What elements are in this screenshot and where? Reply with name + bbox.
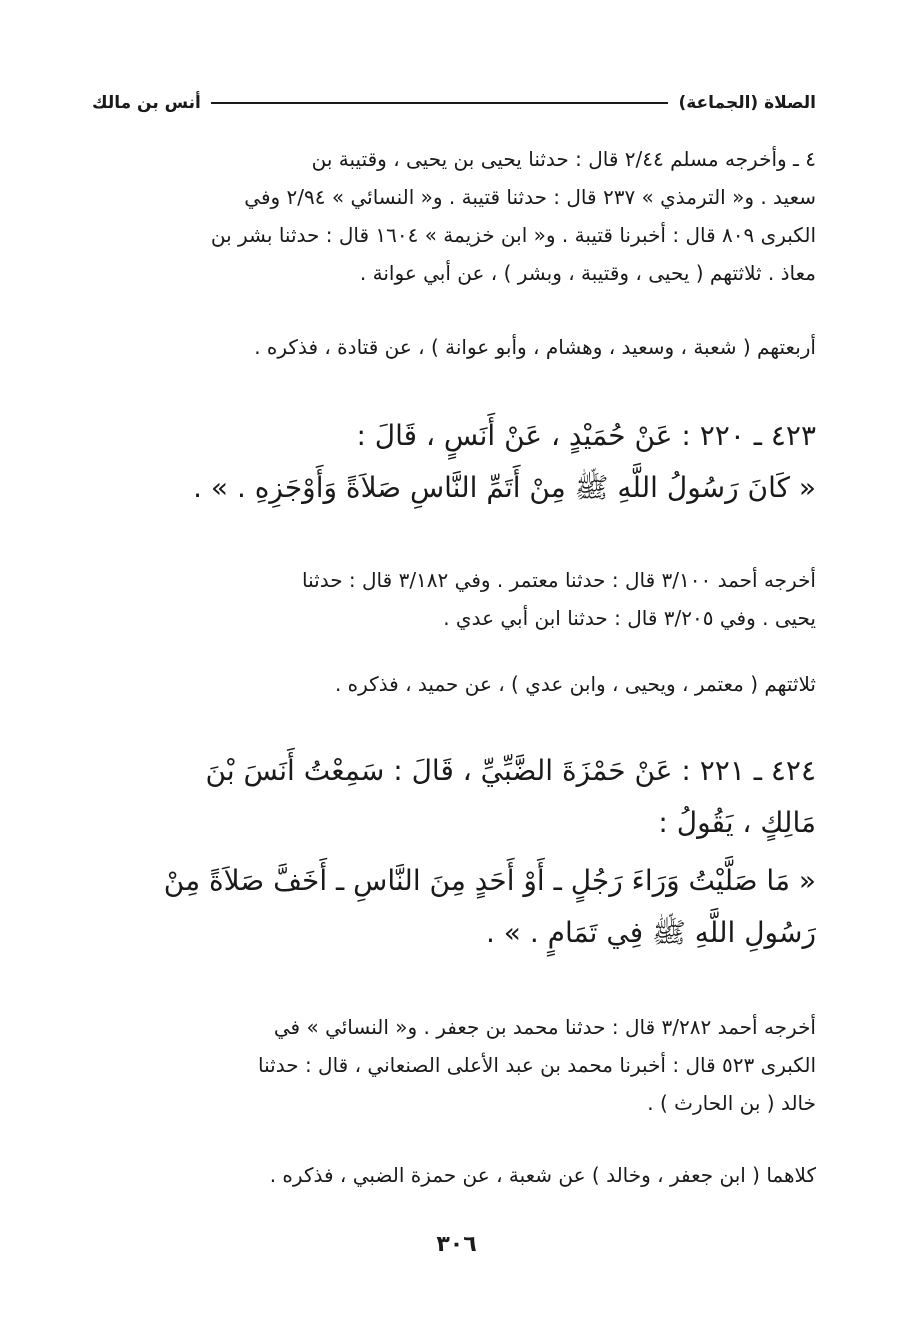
hadith-424-intro-line: مَالِكٍ ، يَقُولُ : bbox=[658, 806, 816, 839]
hadith-424-matn-line: « مَا صَلَّيْتُ وَرَاءَ رَجُلٍ ـ أَوْ أَحَدٍ مِنَ النَّاسِ ـ أَخَفَّ صَلاَةً مِنْ bbox=[163, 864, 816, 897]
running-header bbox=[92, 88, 816, 118]
hadith-424-matn-line: رَسُولِ اللَّهِ ﷺ فِي تَمَامٍ . » . bbox=[485, 916, 816, 949]
takhrij-423-line: يحيى . وفي ٣/٢٠٥ قال : حدثنا ابن أبي عدي . bbox=[443, 606, 816, 630]
summary-424-line: كلاهما ( ابن جعفر ، وخالد ) عن شعبة ، عن حمزة الضبي ، فذكره . bbox=[269, 1163, 816, 1187]
hadith-424-matn bbox=[98, 855, 816, 959]
takhrij-424-paragraph bbox=[98, 1008, 816, 1122]
note-4-line: معاذ . ثلاثتهم ( يحيى ، وقتيبة ، وبشر ) ، عن أبي عوانة . bbox=[359, 261, 816, 285]
takhrij-424-line: الكبرى ٥٢٣ قال : أخبرنا محمد بن عبد الأعلى الصنعاني ، قال : حدثنا bbox=[258, 1053, 816, 1077]
summary-423-paragraph bbox=[98, 665, 816, 703]
hadith-423-line: « كَانَ رَسُولُ اللَّهِ ﷺ مِنْ أَتَمِّ النَّاسِ صَلاَةً وَأَوْجَزِهِ . » . bbox=[193, 471, 816, 504]
header-rule bbox=[211, 102, 669, 104]
header-narrator-title: أنس بن مالك bbox=[92, 93, 201, 113]
takhrij-424-line: أخرجه أحمد ٣/٢٨٢ قال : حدثنا محمد بن جعفر . و« النسائي » في bbox=[273, 1015, 816, 1039]
note-4-line: الكبرى ٨٠٩ قال : أخبرنا قتيبة . و« ابن خزيمة » ١٦٠٤ قال : حدثنا بشر بن bbox=[210, 223, 816, 247]
summary-4-line: أربعتهم ( شعبة ، وسعيد ، وهشام ، وأبو عوانة ) ، عن قتادة ، فذكره . bbox=[254, 335, 816, 359]
note-4-paragraph bbox=[98, 140, 816, 292]
hadith-424-intro-line: ٤٢٤ ـ ٢٢١ : عَنْ حَمْزَةَ الضَّبِّيِّ ، قَالَ : سَمِعْتُ أَنَسَ بْنَ bbox=[205, 754, 816, 787]
hadith-424-intro bbox=[98, 745, 816, 849]
summary-4-paragraph bbox=[98, 328, 816, 366]
page-number: ٣٠٦ bbox=[436, 1232, 477, 1257]
note-4-line: سعيد . و« الترمذي » ٢٣٧ قال : حدثنا قتيبة . و« النسائي » ٢/٩٤ وفي bbox=[244, 185, 816, 209]
takhrij-423-paragraph bbox=[98, 561, 816, 637]
header-chapter-title: الصلاة (الجماعة) bbox=[678, 93, 816, 113]
summary-424-paragraph bbox=[98, 1156, 816, 1194]
takhrij-423-line: أخرجه أحمد ٣/١٠٠ قال : حدثنا معتمر . وفي ٣/١٨٢ قال : حدثنا bbox=[302, 568, 816, 592]
takhrij-424-line: خالد ( بن الحارث ) . bbox=[647, 1091, 816, 1115]
note-4-line: ٤ ـ وأخرجه مسلم ٢/٤٤ قال : حدثنا يحيى بن يحيى ، وقتيبة بن bbox=[311, 147, 816, 171]
summary-423-line: ثلاثتهم ( معتمر ، ويحيى ، وابن عدي ) ، عن حميد ، فذكره . bbox=[334, 672, 816, 696]
hadith-423 bbox=[98, 410, 816, 514]
hadith-423-line: ٤٢٣ ـ ٢٢٠ : عَنْ حُمَيْدٍ ، عَنْ أَنَسٍ ، قَالَ : bbox=[356, 419, 816, 452]
